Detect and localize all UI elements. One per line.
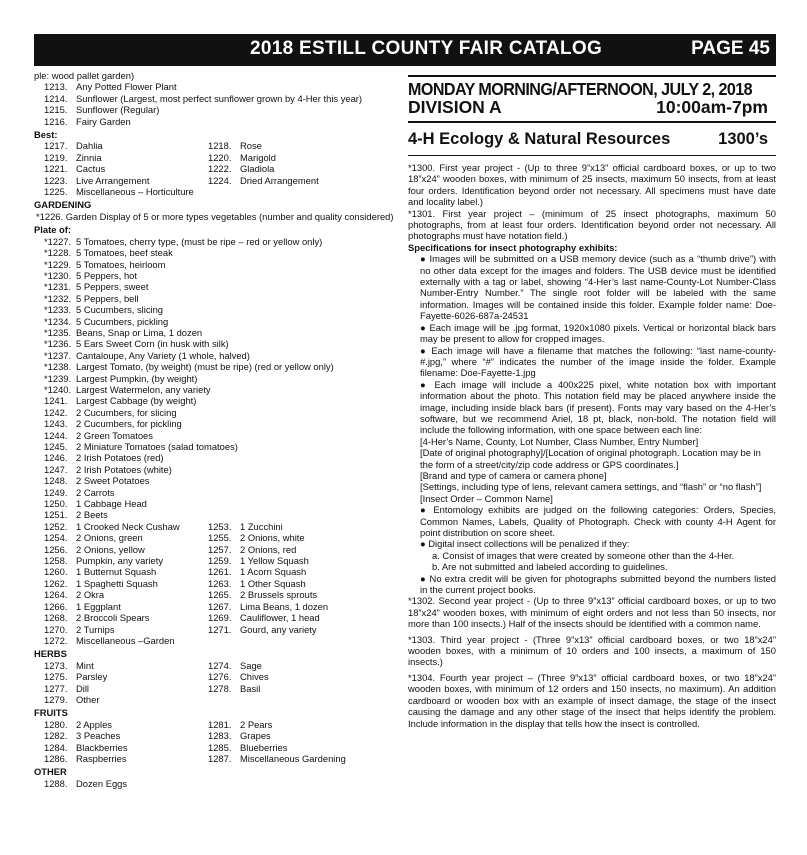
vegetable-list [34, 521, 394, 635]
list-item: 1280. 2 Apples [44, 718, 112, 730]
list-item: 1245. 2 Miniature Tomatoes (salad tomatoes) [44, 441, 238, 452]
penalty-item-b: b. Are not submitted and labeled according to guidelines. [432, 561, 668, 573]
list-item: 1285. Blueberries [208, 741, 288, 753]
continued-text: ple: wood pallet garden) [34, 70, 135, 81]
spec-bullet-credit: ● No extra credit will be given for photographs submitted beyond the numbers listed in the current project books. [420, 572, 776, 596]
class-1301: *1301. First year project – (minimum of 25 insect photographs, maximum 50 photographs, from at least four orders. Identification beyond order not necessary. All photographs must have notation field.) [408, 207, 776, 242]
list-item: 1247. 2 Irish Potatoes (white) [44, 463, 172, 475]
list-item: *1235. Beans, Snap or Lima, 1 dozen [44, 326, 203, 338]
class-1304: *1304. Fourth year project – (Three 9”x13” official cardboard boxes, or two 18”x24” wooden boxes, with minimum of 12 orders and 150 insects, no maximum). An addition cardboard or wooden box with an example of insect damage, the stage of the insect causing the damage and any other stage of the insect that helps identify the problem. Include information in the display that tells how the insect is controlled. [408, 671, 776, 729]
list-item: 1276. Chives [208, 671, 269, 683]
list-item: 1275. Parsley [44, 671, 108, 683]
best-list [34, 140, 394, 197]
fruits-list [34, 719, 394, 765]
list-item: 1248. 2 Sweet Potatoes [44, 475, 150, 487]
spec-bullet-format: ● Each image will be .jpg format, 1920x1080 pixels. Vertical or horizontal black bars may be present to allow for cropped images. [420, 321, 776, 345]
herbs-heading: HERBS [34, 648, 67, 660]
list-item: 1259. 1 Yellow Squash [208, 555, 309, 567]
spec-bullet-penalty: ● Digital insect collections will be penalized if they: [420, 538, 630, 550]
list-item: 1279. Other [44, 693, 100, 705]
page-number: PAGE 45 [691, 38, 770, 59]
list-item: 1244. 2 Green Tomatoes [44, 429, 153, 441]
penalty-item-a: a. Consist of images that were created by someone other than the 4-Her. [432, 549, 735, 561]
list-item: *1236. 5 Ears Sweet Corn (in husk with silk) [44, 338, 229, 350]
division-label: DIVISION A [408, 97, 502, 117]
notation-line: [Brand and type of camera or camera phone] [420, 469, 607, 481]
list-item: 1252. 1 Crooked Neck Cushaw [44, 520, 180, 532]
list-item: 1225. Miscellaneous – Horticulture [44, 186, 194, 198]
list-item: 1271. Gourd, any variety [208, 623, 317, 635]
catalog-title: 2018 ESTILL COUNTY FAIR CATALOG [250, 38, 603, 59]
list-item: 1217. Dahlia [44, 140, 103, 152]
gardening-heading: GARDENING [34, 199, 92, 211]
notation-line: [Date of original photography]/[Location of original photograph. Location may be in the form of a street/city/zip code address or GPS coordinates.] [420, 447, 761, 470]
left-column [34, 70, 394, 789]
class-1300: *1300. First year project - (Up to three 9”x13” official cardboard boxes, or up to two 18”x24” wooden boxes, with minimum of 25 insects, maximum 50 insects, from at least four orders. Identification beyond order not necessary. All specimens must have date and locality label.) [408, 162, 776, 208]
list-item: 1241. Largest Cabbage (by weight) [44, 395, 197, 407]
list-item: *1240. Largest Watermelon, any variety [44, 383, 211, 395]
list-item: 1221. Cactus [44, 163, 106, 175]
division-heading [408, 98, 776, 117]
spec-bullet-usb: ● Images will be submitted on a USB memory device (such as a “thumb drive”) with no other data except for the images and folders. The USB device must be identified externally with a tag or label, showing “4-Her’s last name-County-Lot Number-Class Number-Entry Number.” The single root folder will be labeled with the same information. Images will be contained inside this folder. Example folder name: Doe-Fayette-6026-687a-24531 [420, 253, 776, 322]
list-item: 1277. Dill [44, 682, 90, 694]
list-item: *1227. 5 Tomatoes, cherry type, (must be ripe – red or yellow only) [44, 235, 323, 247]
list-item: 1272. Miscellaneous –Garden [44, 634, 175, 646]
list-item [198, 694, 394, 705]
list-item: 1256. 2 Onions, yellow [44, 543, 145, 555]
list-item: *1228. 5 Tomatoes, beef steak [44, 247, 173, 259]
list-item: *1234. 5 Cucumbers, pickling [44, 315, 169, 327]
notation-line: [Settings, including type of lens, relevant camera settings, and “flash” or “no flash”] [420, 481, 762, 493]
list-item: 1222. Gladiola [208, 163, 275, 175]
list-item: 1215. Sunflower (Regular) [44, 104, 160, 116]
spec-bullet-filename: ● Each image will have a filename that matches the following: “last name-county-#.jpg,” where “#” indicates the number of the image inside the folder. Example filename: Doe-Fayette-1.jpg [420, 344, 776, 379]
list-item: 1265. 2 Brussels sprouts [208, 589, 318, 601]
list-item: 1254. 2 Onions, green [44, 532, 143, 544]
list-item: 1261. 1 Acorn Squash [208, 566, 307, 578]
list-item: 1269. Cauliflower, 1 head [208, 612, 320, 624]
plate-list [34, 236, 394, 521]
list-item: 1284. Blackberries [44, 741, 128, 753]
list-item: *1229. 5 Tomatoes, heirloom [44, 258, 166, 270]
list-item: 1220. Marigold [208, 151, 276, 163]
list-item: 1266. 1 Eggplant [44, 600, 121, 612]
category-heading [408, 121, 776, 156]
list-item: 1224. Dried Arrangement [208, 174, 319, 186]
list-item: 1283. Grapes [208, 730, 271, 742]
list-item: 1260. 1 Butternut Squash [44, 566, 157, 578]
list-item: 1267. Lima Beans, 1 dozen [208, 600, 329, 612]
list-item: *1231. 5 Peppers, sweet [44, 281, 149, 293]
category-label: 4-H Ecology & Natural Resources [408, 130, 671, 148]
list-item: 1258. Pumpkin, any variety [44, 555, 164, 567]
list-item: 1216. Fairy Garden [44, 115, 131, 127]
list-item: 1251. 2 Beets [44, 509, 108, 521]
notation-line: [Insect Order – Common Name] [420, 492, 553, 504]
spec-heading: Specifications for insect photography exhibits: [408, 241, 618, 253]
list-item: 1270. 2 Turnips [44, 623, 115, 635]
page-header-bar [34, 34, 776, 66]
list-item: *1237. Cantaloupe, Any Variety (1 whole, halved) [44, 349, 250, 361]
list-item: 1214. Sunflower (Largest, most perfect sunflower grown by 4-Her this year) [44, 92, 363, 104]
notation-line: [4-Her’s Name, County, Lot Number, Class Number, Entry Number] [420, 435, 699, 447]
list-item: 1246. 2 Irish Potatoes (red) [44, 452, 164, 464]
list-item: 1268. 2 Broccoli Spears [44, 612, 150, 624]
category-code: 1300’s [718, 130, 768, 148]
list-item: 1262. 1 Spaghetti Squash [44, 577, 158, 589]
division-time: 10:00am-7pm [656, 97, 768, 117]
list-item: 1242. 2 Cucumbers, for slicing [44, 406, 177, 418]
list-item: 1249. 2 Carrots [44, 486, 115, 498]
list-item: 1257. 2 Onions, red [208, 543, 297, 555]
gardening-item: *1226. Garden Display of 5 or more types vegetables (number and quality considered) [36, 210, 394, 222]
list-item: 1218. Rose [208, 140, 262, 152]
other-heading: OTHER [34, 766, 67, 778]
plate-heading: Plate of: [34, 224, 71, 236]
spec-bullet-judging: ● Entomology exhibits are judged on the following categories: Orders, Species, Common Names, Labels, Quality of Photograph. Check with county 4-H Agent for point distribution on score sheet. [420, 504, 776, 538]
list-item: 1253. 1 Zucchini [208, 520, 283, 532]
list-item: 1282. 3 Peaches [44, 730, 121, 742]
list-item: 1288. Dozen Eggs [44, 777, 128, 789]
right-column [408, 75, 776, 729]
list-item: 1264. 2 Okra [44, 589, 105, 601]
list-item: 1255. 2 Onions, white [208, 532, 305, 544]
list-item: *1232. 5 Peppers, bell [44, 292, 139, 304]
list-item: *1239. Largest Pumpkin, (by weight) [44, 372, 198, 384]
herbs-list [34, 660, 394, 706]
list-item: 1219. Zinnia [44, 151, 102, 163]
list-item: *1238. Largest Tomato, (by weight) (must be ripe) (red or yellow only) [44, 361, 334, 373]
list-item: 1223. Live Arrangement [44, 174, 150, 186]
fruits-heading: FRUITS [34, 707, 68, 719]
flower-list [34, 81, 394, 127]
list-item: *1230. 5 Peppers, hot [44, 269, 137, 281]
spec-bullet-notation: ● Each image will include a 400x225 pixel, white notation box with important information about the photo. This notation field may be placed anywhere inside the image, including inside black bars (if present). Fonts may vary based on the 4-Her’s software, but we recommend Ariel, 18 pt, black, non-bold. The notation field will include the following information, with one space between each line: [420, 378, 776, 436]
list-item: 1286. Raspberries [44, 752, 127, 764]
day-heading: MONDAY MORNING/AFTERNOON, JULY 2, 2018 [408, 75, 776, 98]
list-item: 1213. Any Potted Flower Plant [44, 81, 177, 93]
list-item: 1281. 2 Pears [208, 718, 273, 730]
list-item: 1287. Miscellaneous Gardening [208, 752, 346, 764]
class-1302: *1302. Second year project - (Up to three 9”x13” official cardboard boxes, or up to two 18”x24” wooden boxes, with minimum of eight orders and not less than 50 insects, nor more than 100 insects.) Half of the insects should be identified with a common name. [408, 595, 776, 630]
list-item: 1243. 2 Cucumbers, for pickling [44, 418, 182, 430]
list-item: *1233. 5 Cucumbers, slicing [44, 304, 164, 316]
list-item: 1273. Mint [44, 659, 94, 671]
best-heading: Best: [34, 129, 58, 141]
class-1303: *1303. Third year project - (Three 9”x13” official cardboard boxes, or two 18”x24” wooden boxes, with a minimum of 10 orders and 100 insects, a maximum of 150 insects.) [408, 633, 776, 668]
list-item [198, 186, 394, 197]
list-item: 1274. Sage [208, 659, 262, 671]
list-item: 1278. Basil [208, 682, 261, 694]
list-item: 1263. 1 Other Squash [208, 577, 306, 589]
list-item: 1250. 1 Cabbage Head [44, 498, 147, 510]
